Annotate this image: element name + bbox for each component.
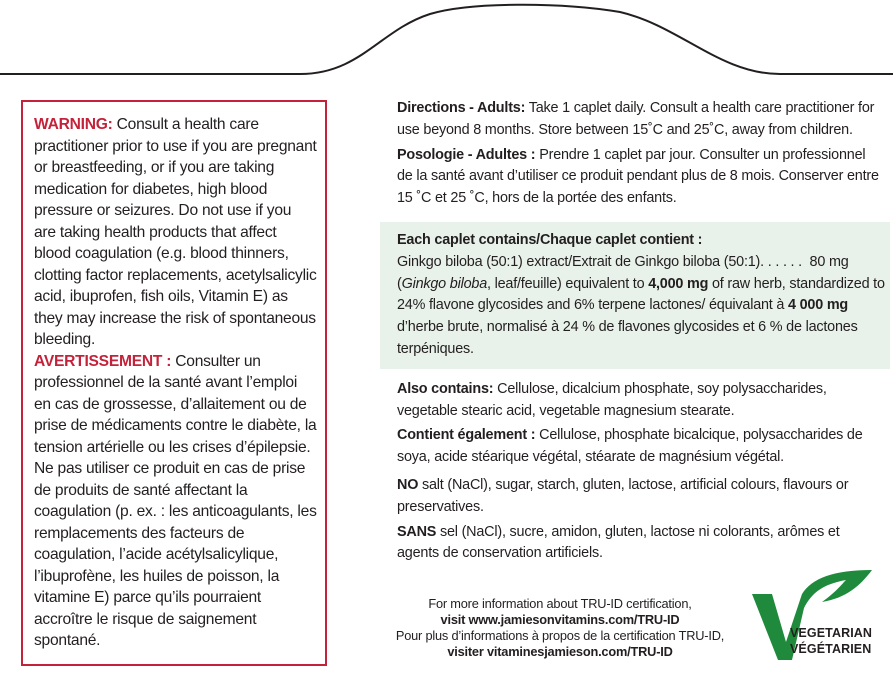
vegetarian-fr: VÉGÉTARIEN bbox=[790, 641, 872, 656]
free-fr-label: SANS bbox=[397, 523, 437, 540]
cert-fr-line: Pour plus d’informations à propos de la certification TRU-ID, bbox=[395, 628, 725, 643]
warning-en-text: Consult a health care practitioner prior to use if you are pregnant or breastfeeding, or if you are taking medication for diabetes, high blood pressure or seizures. Do not use if you are taking health products that affect blood coagulation (e.g. blood thinners, clotting factor replacements, acetylsalicylic acid, ibuprofen, fish oils, Vitamin E) as they may increase the risk of spontaneous bleeding. bbox=[34, 116, 317, 348]
raw-herb-fr: 4 000 mg bbox=[788, 297, 849, 314]
warning-en bbox=[34, 114, 317, 351]
ingredients-body: Ginkgo biloba (50:1) extract/Extrait de Ginkgo biloba (50:1). . . . . . 80 mg (Ginkgo biloba, leaf/feuille) equivalent to 4,000 mg of raw herb, standardized to 24% flavone glycosides and 6% terpene lactones/ équivalant à 4 000 mg d’herbe brute, normalisé à 24 % de flavones glycosides et 6 % de lactones terpéniques. bbox=[397, 253, 885, 357]
warning-fr bbox=[34, 351, 317, 652]
also-en-label: Also contains: bbox=[397, 380, 494, 397]
latin-name: Ginkgo biloba bbox=[401, 275, 487, 292]
also-en-text: Cellulose, dicalcium phosphate, soy polysaccharides, vegetable stearic acid, vegetable magnesium stearate. bbox=[397, 380, 827, 419]
cert-en-url-text[interactable]: visit www.jamiesonvitamins.com/TRU-ID bbox=[440, 612, 680, 627]
vegetarian-badge bbox=[790, 626, 872, 657]
free-en-text: salt (NaCl), sugar, starch, gluten, lactose, artificial colours, flavours or preservatives. bbox=[397, 476, 849, 515]
ingredient-name: Ginkgo biloba (50:1) extract/Extrait de Ginkgo biloba (50:1) bbox=[397, 253, 761, 270]
right-column bbox=[380, 98, 885, 568]
certification-info bbox=[380, 596, 740, 660]
ingredient-amount: 80 mg bbox=[809, 253, 849, 270]
raw-herb-en: 4,000 mg bbox=[648, 275, 709, 292]
directions-fr-label: Posologie - Adultes : bbox=[397, 146, 536, 163]
cert-fr-url[interactable] bbox=[380, 644, 740, 660]
also-fr-text: Cellulose, phosphate bicalcique, polysaccharides de soya, acide stéarique végétal, stéarate de magnésium végétal. bbox=[397, 427, 863, 466]
ingredients-panel bbox=[380, 222, 890, 369]
ingredients-heading bbox=[397, 230, 890, 252]
directions-en-text: Take 1 caplet daily. Consult a health care practitioner for use beyond 8 months. Store between 15˚C and 25˚C, away from children. bbox=[397, 100, 875, 138]
directions-fr bbox=[397, 145, 880, 210]
free-en-label: NO bbox=[397, 476, 419, 493]
directions-en-label: Directions - Adults: bbox=[397, 100, 526, 116]
warning-box bbox=[21, 100, 327, 666]
warning-fr-text: Consulter un professionnel de la santé avant l’emploi en cas de grossesse, d’allaitement ou de prise de médicaments contre le diabète, la tension artérielle ou les crises d’épilepsie. Ne pas utiliser ce produit en cas de prise de produits de santé affectant la coagulation (p. ex. : les anticoagulants, les remplacements des facteurs de coagulation, l’acide acétylsalicylique, l’ibuprofène, les huiles de poisson, la vitamine E) parce qu’ils pourraient accroître le risque de saignement spontané. bbox=[34, 352, 317, 649]
warning-fr-label: AVERTISSEMENT : bbox=[34, 352, 172, 370]
label-top-curve bbox=[0, 0, 893, 80]
free-fr-text: sel (NaCl), sucre, amidon, gluten, lactose ni colorants, arômes et agents de conservation artificiels. bbox=[397, 523, 840, 562]
free-from-fr bbox=[397, 522, 880, 566]
free-from-en bbox=[397, 475, 880, 519]
ingredients-heading-text: Each caplet contains/Chaque caplet contient : bbox=[397, 231, 703, 248]
also-fr-label: Contient également : bbox=[397, 427, 536, 444]
warning-en-label: WARNING: bbox=[34, 116, 113, 133]
cert-fr-url-text[interactable]: visiter vitaminesjamieson.com/TRU-ID bbox=[447, 644, 673, 659]
ingredient-line3-end: d’herbe brute, normalisé à 24 % de flavones glycosides et 6 % de lactones terpéniques. bbox=[397, 319, 858, 357]
directions-fr-text: Prendre 1 caplet par jour. Consulter un professionnel de la santé avant d’utiliser ce produit pendant plus de 8 mois. Conserver entre 15 ˚C et 25 ˚C, hors de la portée des enfants. bbox=[397, 146, 879, 207]
ingredient-dots: . . . . . . bbox=[760, 253, 802, 270]
cert-en-line: For more information about TRU-ID certification, bbox=[428, 596, 692, 611]
also-contains-fr bbox=[397, 425, 880, 469]
cert-en-url[interactable] bbox=[380, 612, 740, 628]
vegetarian-en: VEGETARIAN bbox=[790, 626, 873, 640]
ingredient-line2: , leaf/feuille) equivalent to bbox=[487, 275, 649, 292]
other-ingredients-section bbox=[380, 379, 880, 565]
directions-section bbox=[380, 98, 880, 210]
ingredient-line2-end: of raw herb, standardized to 24% flavone glycosides and 6% terpene lactones/ équivalant à bbox=[397, 275, 885, 314]
also-contains-en bbox=[397, 379, 880, 423]
directions-en bbox=[397, 98, 880, 142]
